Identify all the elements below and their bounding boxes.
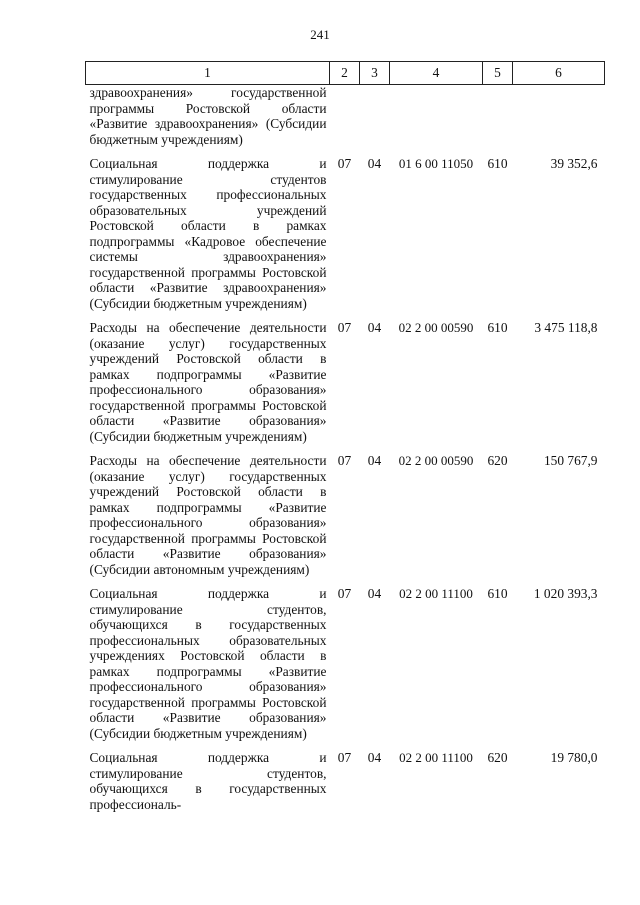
row-amount: 19 780,0 xyxy=(550,750,598,765)
row-section: 07 xyxy=(337,586,352,601)
header-col-6: 6 xyxy=(513,62,605,85)
row-target-code: 02 2 00 00590 xyxy=(398,453,474,468)
header-col-2: 2 xyxy=(330,62,360,85)
row-description: здравоохранения» государственной программы Ростовской области «Развитие здравоохранения» (Субсидии бюджетным учреждениям) xyxy=(89,85,327,147)
row-amount xyxy=(513,85,605,157)
row-expense-type xyxy=(483,85,513,157)
table-header xyxy=(86,62,605,85)
table-row xyxy=(86,750,605,812)
row-section xyxy=(330,85,360,157)
table-row xyxy=(86,453,605,586)
row-amount: 39 352,6 xyxy=(550,156,598,171)
row-description: Социальная поддержка и стимулирование студентов, обучающихся в государственных профессиональ- xyxy=(89,750,327,812)
row-expense-type: 610 xyxy=(487,156,508,171)
row-subsection xyxy=(360,85,390,157)
row-subsection: 04 xyxy=(367,453,382,468)
row-description: Расходы на обеспечение деятельности (оказание услуг) государственных учреждений Ростовской области в рамках подпрограммы «Развитие профессионального образования» государственной программы Ростовской области «Развитие образования» (Субсидии автономным учреждениям) xyxy=(89,453,327,577)
row-expense-type: 620 xyxy=(487,453,508,468)
row-section: 07 xyxy=(337,750,352,765)
header-col-3: 3 xyxy=(360,62,390,85)
row-description: Социальная поддержка и стимулирование студентов, обучающихся в государственных профессиональных образовательных учреждениях Ростовской области в рамках подпрограммы «Развитие профессионального образования» государственной программы Ростовской области «Развитие образования» (Субсидии бюджетным учреждениям) xyxy=(89,586,327,741)
table-row xyxy=(86,586,605,750)
header-col-4: 4 xyxy=(390,62,483,85)
table-row xyxy=(86,85,605,157)
table-row xyxy=(86,156,605,320)
row-target-code: 02 2 00 11100 xyxy=(399,586,473,601)
row-section: 07 xyxy=(337,320,352,335)
budget-table xyxy=(85,61,605,812)
row-expense-type: 620 xyxy=(487,750,508,765)
row-description: Социальная поддержка и стимулирование студентов государственных профессиональных образовательных учреждений Ростовской области в рамках подпрограммы «Кадровое обеспечение системы здравоохранения» государственной программы Ростовской области «Развитие здравоохранения» (Субсидии бюджетным учреждениям) xyxy=(89,156,327,311)
row-subsection: 04 xyxy=(367,750,382,765)
row-description: Расходы на обеспечение деятельности (оказание услуг) государственных учреждений Ростовской области в рамках подпрограммы «Развитие профессионального образования» государственной программы Ростовской области «Развитие образования» (Субсидии бюджетным учреждениям) xyxy=(89,320,327,444)
row-subsection: 04 xyxy=(367,320,382,335)
row-subsection: 04 xyxy=(367,586,382,601)
row-subsection: 04 xyxy=(367,156,382,171)
row-amount: 3 475 118,8 xyxy=(534,320,598,335)
page-number: 241 xyxy=(310,27,330,42)
row-expense-type: 610 xyxy=(487,320,508,335)
row-target-code xyxy=(390,85,483,157)
row-target-code: 02 2 00 11100 xyxy=(399,750,473,765)
header-col-1: 1 xyxy=(86,62,330,85)
row-amount: 150 767,9 xyxy=(543,453,598,468)
row-section: 07 xyxy=(337,156,352,171)
row-target-code: 02 2 00 00590 xyxy=(398,320,474,335)
row-section: 07 xyxy=(337,453,352,468)
header-col-5: 5 xyxy=(483,62,513,85)
row-expense-type: 610 xyxy=(487,586,508,601)
row-amount: 1 020 393,3 xyxy=(533,586,598,601)
table-row xyxy=(86,320,605,453)
row-target-code: 01 6 00 11050 xyxy=(398,156,474,171)
